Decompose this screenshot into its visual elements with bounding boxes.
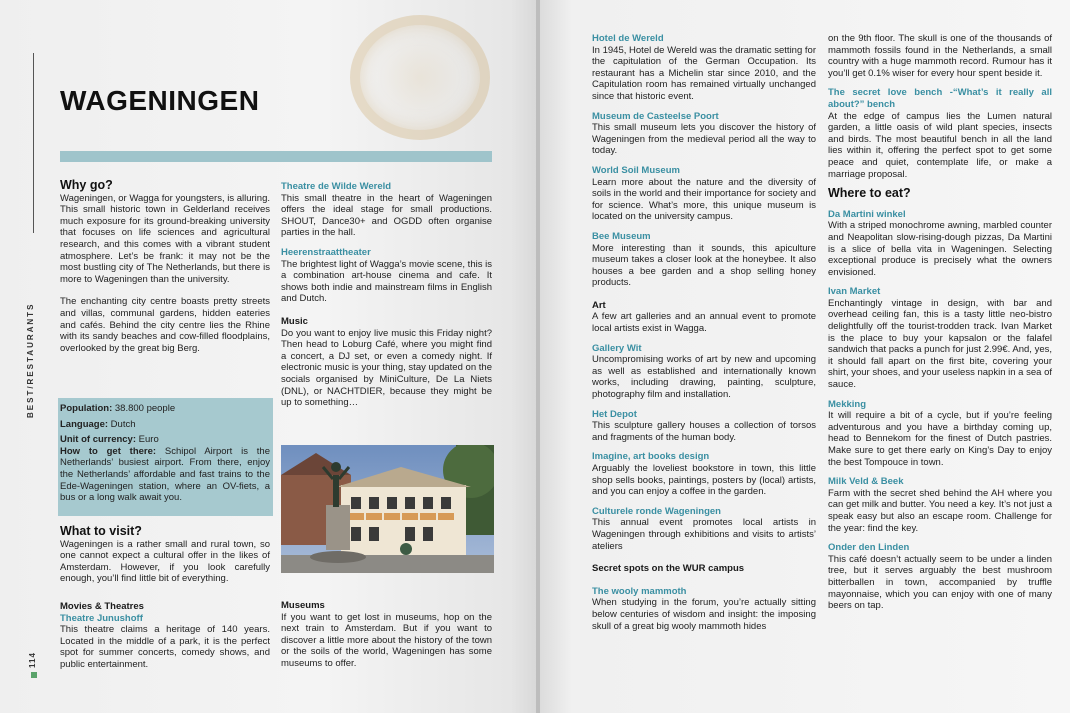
column-3 <box>592 33 816 632</box>
mammoth-text: When studying in the forum, you’re actually sitting below centuries of wisdom and insight: the imposing skull of a great big wooly mammoth hides <box>592 597 816 632</box>
howto-label: How to get there: <box>60 445 157 457</box>
wit-title: Gallery Wit <box>592 342 642 354</box>
depot-title: Het Depot <box>592 408 637 420</box>
music-heading: Music <box>281 315 308 327</box>
milk-title: Milk Veld & Beek <box>828 476 904 488</box>
imagine-text: Arguably the loveliest bookstore in town, this little shop sells books, paintings, posters by (local) artists, and you can enjoy a coffee in the garden. <box>592 463 816 498</box>
heeren-text: The brightest light of Wagga’s movie scene, this is a combination art-house cinema and cafe. It shows both indie and mainstream films in English and Dutch. <box>281 258 492 305</box>
martini-text: With a striped monochrome awning, marbled counter and Neapolitan slow-rising-dough pizzas, Da Martini is a slice of bella vita in Wageningen. Selecting exceptional produce is precisely what the owners envisioned. <box>828 220 1052 278</box>
ronde-title: Culturele ronde Wageningen <box>592 505 721 517</box>
what-to-visit-heading: What to visit? <box>60 524 142 538</box>
art-heading: Art <box>592 299 606 311</box>
bench-text: At the edge of campus lies the Lumen natural garden, a little oasis of wild plant species, insects and birds. The most beautiful bench in all the land lies within it, offering the perfect spot to get some peace and quiet, contemplate life, or make a marriage proposal. <box>828 110 1052 180</box>
mammoth-title: The wooly mammoth <box>592 585 687 597</box>
coffee-stain-inner <box>365 30 475 125</box>
mammoth-text-continued: on the 9th floor. The skull is one of the thousands of mammoth fossils found in the Netherlands, a small country with a huge mammoth record. Rumour has it you’ll get 0.1% wiser for every hour spent beside it. <box>828 33 1052 79</box>
wilde-wereld-title: Theatre de Wilde Wereld <box>281 181 392 192</box>
milk-text: Farm with the secret shed behind the AH where you can get milk and butter. You need a key. It’s not just a speak easy but also an escape room. Challenge for the year: find the key. <box>828 487 1052 534</box>
town-photo <box>281 445 494 573</box>
wereld-title: Hotel de Wereld <box>592 33 664 44</box>
wilde-wereld-text: This small theatre in the heart of Wageningen offers the ideal stage for small productions. SHOUT, Dance30+ and OGDD often organise parties in the hall. <box>281 192 492 239</box>
art-text: A few art galleries and an annual event to promote local artists exist in Wagga. <box>592 311 816 335</box>
currency-value: Euro <box>138 434 159 446</box>
martini-title: Da Martini winkel <box>828 208 906 220</box>
soil-title: World Soil Museum <box>592 164 680 176</box>
page-number: 114 <box>28 652 37 668</box>
column-1-lower <box>60 526 270 671</box>
casteelse-title: Museum de Casteelse Poort <box>592 110 719 122</box>
side-rule <box>33 53 34 233</box>
howto-value: Schipol Airport is the Netherlands’ busiest airport. From there, enjoy the Netherlands’ affordable and fast trains to the Ede-Wageningen station, where an OV-fiets, a bus or a long walk await you. <box>60 445 270 504</box>
section-label: BEST/RESTAURANTS <box>26 302 35 418</box>
linden-text: This café doesn’t actually seem to be under a linden tree, but it serves arguably the best mushroom bitterballen in town, accompanied by truffle mayonnaise, which you can enjoy with one of many beers on tap. <box>828 553 1052 612</box>
depot-text: This sculpture gallery houses a collection of torsos and fragments of the human body. <box>592 420 816 443</box>
where-to-eat-heading: Where to eat? <box>828 186 911 201</box>
wereld-text: In 1945, Hotel de Wereld was the dramatic setting for the capitulation of the German Occupation. Its restaurant has a Michelin star since 2010, and the Capitulation room has remained virtually unchanged since that historic event. <box>592 44 816 102</box>
population-label: Population: <box>60 403 113 414</box>
wit-text: Uncompromising works of art by new and upcoming as well as established and internationally known works, including drawing, painting, sculpture, photography film and installation. <box>592 354 816 401</box>
museums-text: If you want to get lost in museums, hop on the next train to Amsterdam. But if you want to discover a little more about the history of the town or the soils of the world, Wageningen has some museums to offer. <box>281 611 492 669</box>
mekking-text: It will require a bit of a cycle, but if you’re feeling adventurous and you have a birthday coming up, head to Bennekom for the finest of Dutch pastries. Make sure to get there early on King’s Day to enjoy the best Tompouce in town. <box>828 410 1052 468</box>
column-2 <box>281 181 492 409</box>
bee-title: Bee Museum <box>592 230 651 242</box>
ronde-text: This annual event promotes local artists in Wageningen through exhibitions and visits to artists’ ateliers <box>592 517 816 552</box>
music-text: Do you want to enjoy live music this Friday night? Then head to Loburg Café, where you might find a concert, a DJ set, or even a comedy night. If electronic music is your thing, stay updated on the socials organised by MiniCulture, De La Niets (DNL), or NACHTDIER, because they might be up to something… <box>281 327 492 409</box>
title-bar <box>60 151 492 162</box>
currency-label: Unit of currency: <box>60 434 137 446</box>
imagine-title: Imagine, art books design <box>592 451 710 463</box>
what-to-visit-paragraph: Wageningen is a rather small and rural town, so one cannot expect a cultural offer in the likes of Amsterdam. However, if you look carefully enough, you’ll find little bit of everything. <box>60 538 270 585</box>
page-marker <box>31 672 37 678</box>
junushoff-text: This theatre claims a heritage of 140 years. Located in the middle of a park, it is the perfect spot for summer concerts, comedy shows, and public entertainment. <box>60 624 270 670</box>
linden-title: Onder den Linden <box>828 542 910 554</box>
ivan-text: Enchantingly vintage in design, with bar and overhead ceiling fan, this is a tasty little neo-bistro delightfully off the tourist-trodden track. Ivan Market is the place to buy your kapsalon or the falafel sandwich that packs a punch for just 2.99€. And, yes, it should fall apart on the first bite, covering your shirt, your shoes, and your useless napkin in a sea of sauce. <box>828 297 1052 391</box>
ivan-title: Ivan Market <box>828 286 881 298</box>
language-label: Language: <box>60 418 109 430</box>
secret-heading: Secret spots on the WUR campus <box>592 563 745 575</box>
heeren-title: Heerenstraattheater <box>281 246 371 258</box>
population-value: 38.800 people <box>114 403 176 414</box>
column-4 <box>828 33 1052 612</box>
why-go-paragraph-2: The enchanting city centre boasts pretty streets and villas, communal gardens, hidden eateries and cafés. Behind the city centre lies the Rhine with its sandy beaches and cow-filled floodplains, overlooked by the great big Berg. <box>60 296 270 354</box>
language-value: Dutch <box>110 418 136 430</box>
why-go-heading: Why go? <box>60 178 113 192</box>
info-box-text <box>60 403 270 504</box>
column-2-lower <box>281 600 492 670</box>
page-title: WAGENINGEN <box>60 85 260 116</box>
why-go-paragraph-1: Wageningen, or Wagga for youngsters, is alluring. This small historic town in Gelderland receives much exposure for its ground-breaking university that focuses on life sciences and agricultural research, and this comes with a vibrant student atmosphere. Let’s be frank: it may not be the most bustling city of The Netherlands, but there is more to Wageningen than the university. <box>60 192 270 285</box>
movies-heading: Movies & Theatres <box>60 600 144 612</box>
museums-heading: Museums <box>281 600 325 611</box>
bench-title: The secret love bench -“What’s it really all about?” bench <box>828 87 1052 110</box>
casteelse-text: This small museum lets you discover the history of Wageningen from the medieval period all the way to today. <box>592 122 816 157</box>
junushoff-title: Theatre Junushoff <box>60 612 143 624</box>
column-1 <box>60 180 270 354</box>
bee-text: More interesting than it sounds, this apiculture museum takes a closer look at the honeybee. It also houses a bee garden and a shop selling honey products. <box>592 242 816 289</box>
mekking-title: Mekking <box>828 398 867 410</box>
soil-text: Learn more about the nature and the diversity of soils in the world and their importance for society and for science. What’s more, this unique museum is located on the university campus. <box>592 176 816 223</box>
